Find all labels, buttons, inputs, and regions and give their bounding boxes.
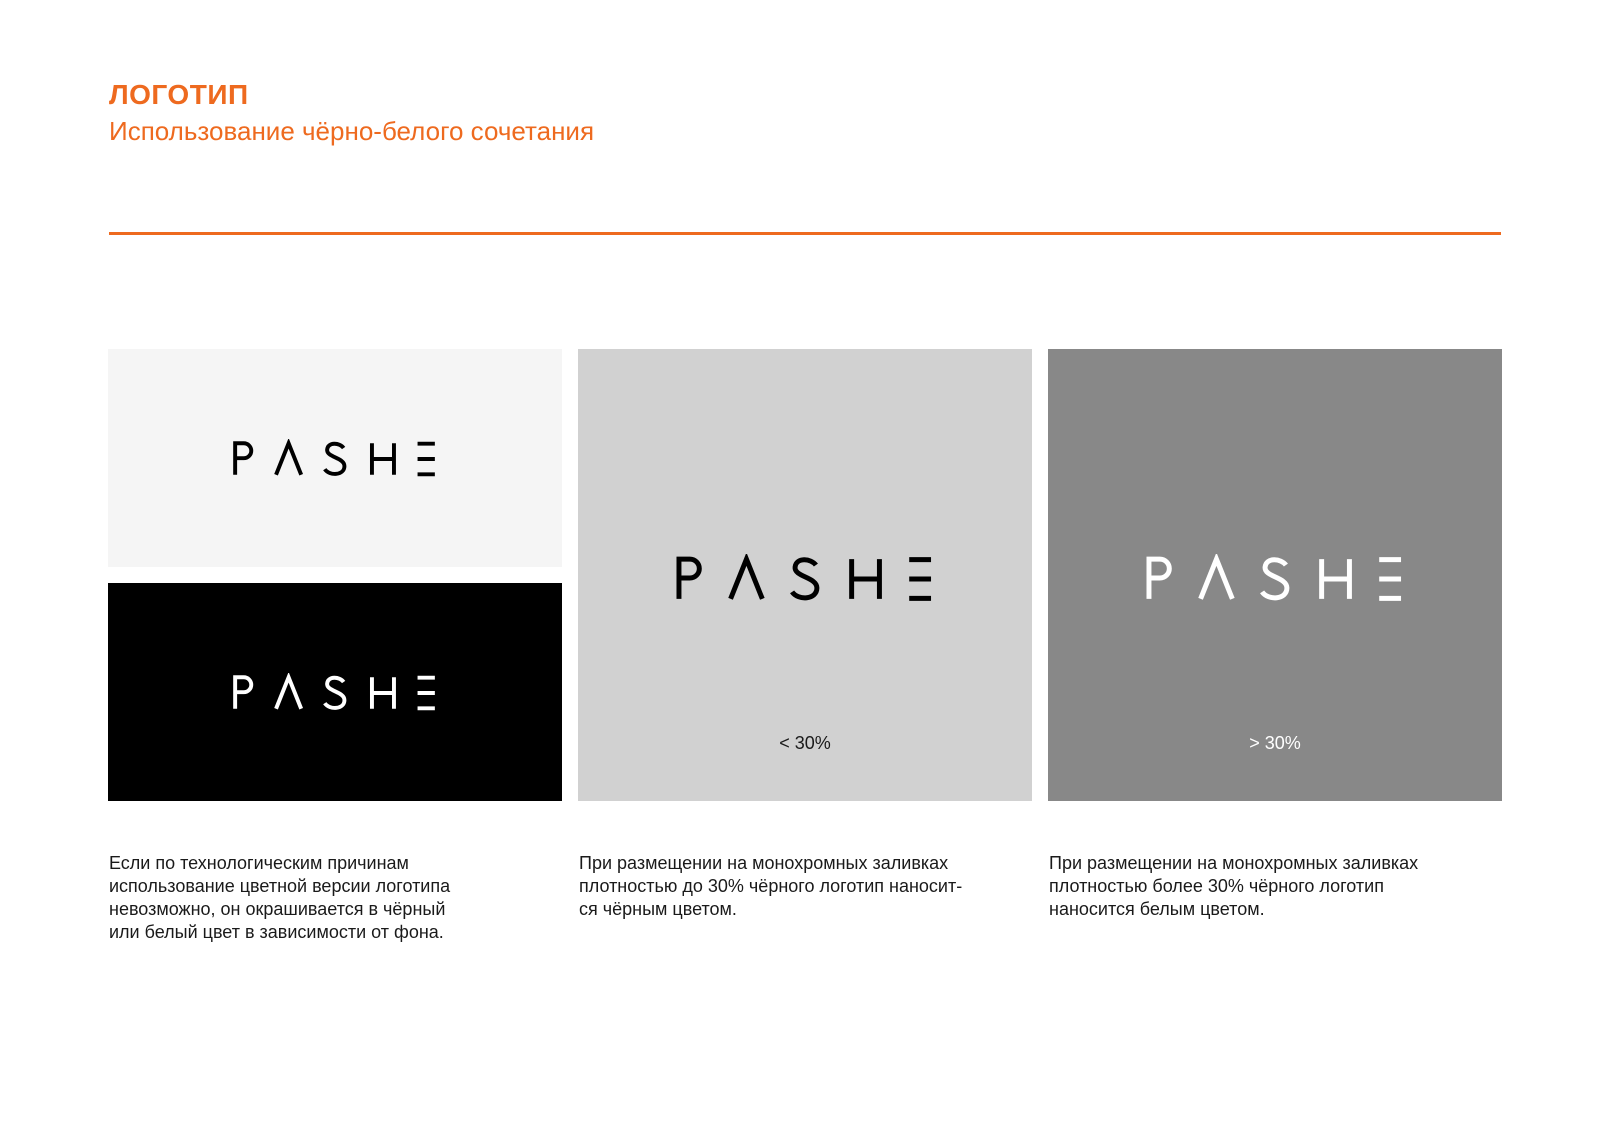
pashe-logo-white	[1145, 554, 1405, 604]
pashe-logo-black	[675, 554, 935, 604]
description-line: использование цветной версии логотипа	[109, 876, 451, 896]
page-subtitle: Использование чёрно-белого сочетания	[109, 116, 595, 146]
description-line: плотностью до 30% чёрного логотип наносит-	[579, 876, 963, 896]
description-black-white	[109, 852, 569, 944]
description-line: или белый цвет в зависимости от фона.	[109, 922, 444, 942]
page-title: ЛОГОТИП	[109, 79, 249, 110]
description-line: ся чёрным цветом.	[579, 899, 737, 919]
logo-panel-dark-gray	[1048, 349, 1502, 801]
pashe-logo-black	[232, 439, 438, 479]
description-line: При размещении на монохромных заливках	[1049, 853, 1419, 873]
description-light-fill	[579, 852, 1039, 921]
pashe-logo-white	[232, 673, 438, 713]
description-line: плотностью более 30% чёрного логотип	[1049, 876, 1384, 896]
description-line: При размещении на монохромных заливках	[579, 853, 949, 873]
density-label-above-30: > 30%	[1249, 733, 1301, 753]
header-divider	[109, 232, 1501, 235]
page-header	[109, 78, 594, 148]
logo-panel-white-background	[108, 349, 562, 567]
description-dark-fill	[1049, 852, 1509, 921]
logo-panel-light-gray	[578, 349, 1032, 801]
density-label-below-30: < 30%	[779, 733, 831, 753]
description-line: наносится белым цветом.	[1049, 899, 1265, 919]
logo-panel-black-background	[108, 583, 562, 801]
description-line: невозможно, он окрашивается в чёрный	[109, 899, 446, 919]
description-line: Если по технологическим причинам	[109, 853, 409, 873]
